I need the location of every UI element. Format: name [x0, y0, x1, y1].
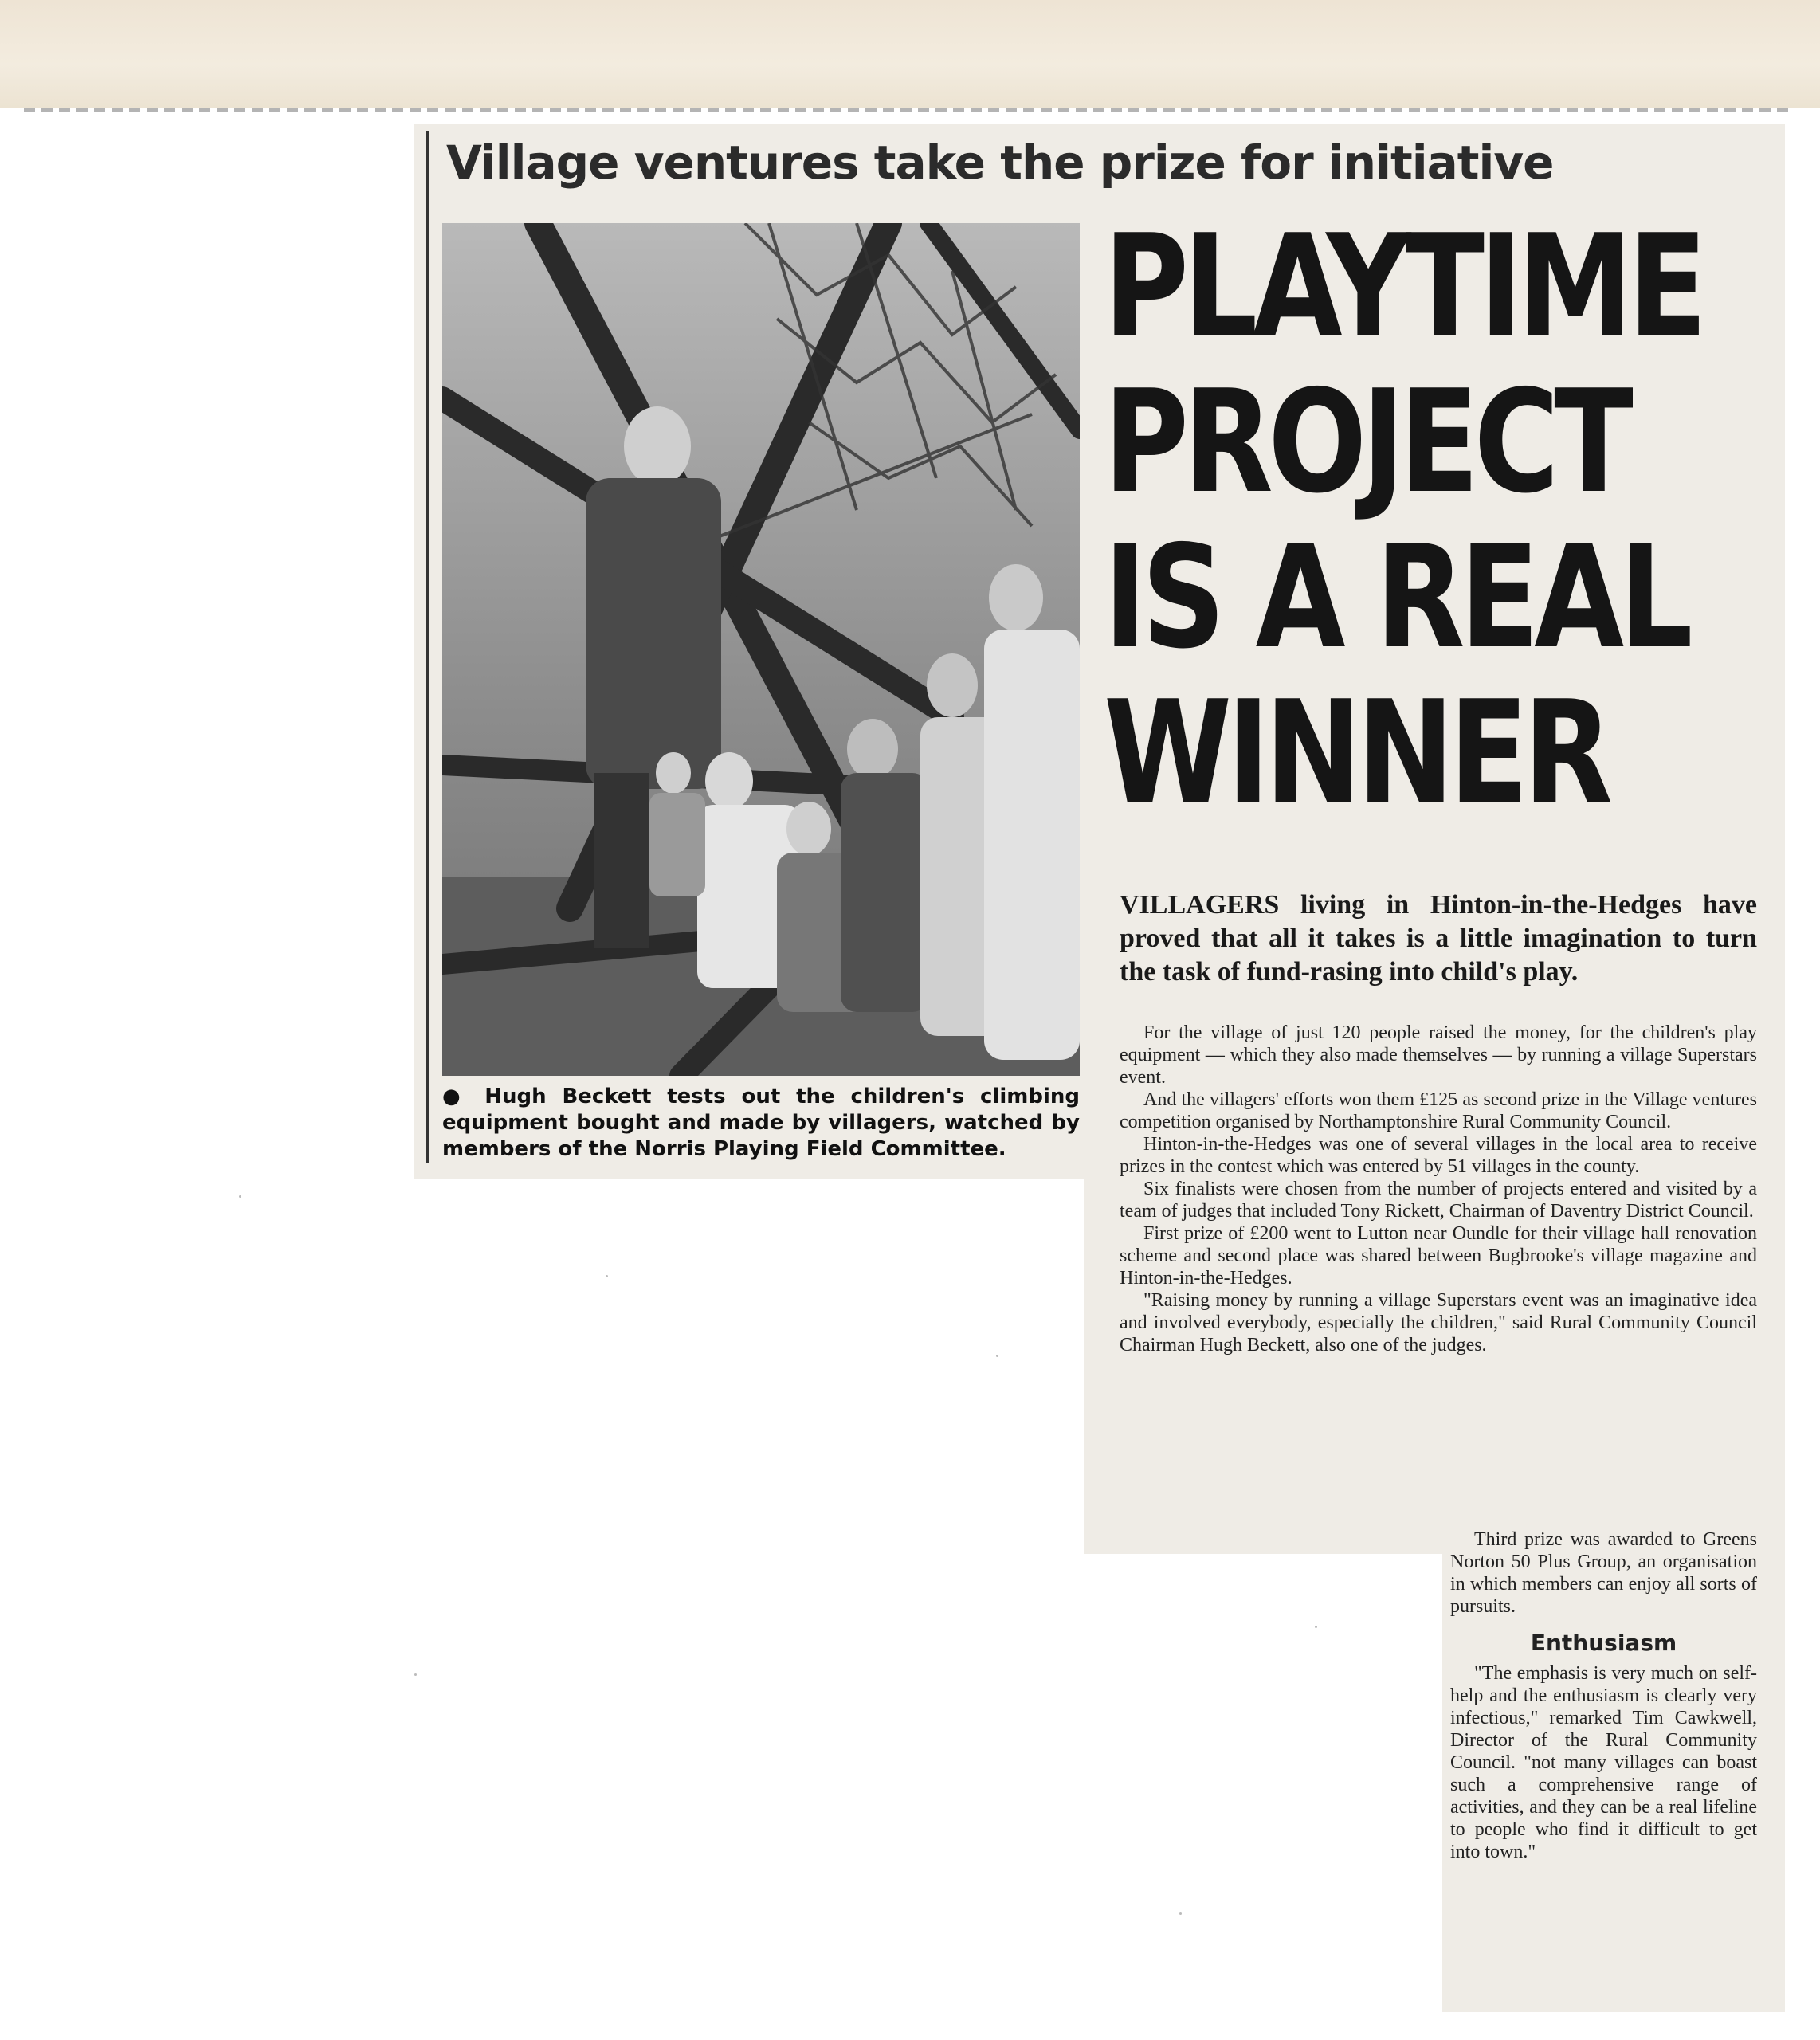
body-paragraph: And the villagers' efforts won them £125 as second prize in the Village ventures competition organised by Northamptonshire Rural Community Council.: [1120, 1089, 1757, 1132]
body-paragraph: "Raising money by running a village Superstars event was an imaginative idea and involved everybody, especially the children," said Rural Community Council Chairman Hugh Beckett, also one of the judges.: [1120, 1290, 1757, 1355]
deck-headline: Village ventures take the prize for initiative: [446, 135, 1554, 190]
lede-paragraph: VILLAGERS living in Hinton-in-the-Hedges have proved that all it takes is a little imagination to turn the task of fund-rasing into child's play.: [1120, 890, 1757, 987]
headline-line-4: WINNER: [1104, 670, 1608, 835]
body-paragraph: Hinton-in-the-Hedges was one of several villages in the local area to receive prizes in the contest which was entered by 51 villages in the county.: [1120, 1134, 1757, 1177]
adhesive-tape-strip: [0, 0, 1820, 108]
narrow-paragraph: "The emphasis is very much on self-help and the enthusiasm is clearly very infectious," remarked Tim Cawkwell, Director of the Rural Community Council. "not many villages can boast such a comprehensive range of activities, and they can be a real lifeline to people who find it difficult to get into town.": [1450, 1663, 1757, 1862]
body-paragraph: First prize of £200 went to Lutton near Oundle for their village hall renovation scheme and second place was shared between Bugbrooke's village magazine and Hinton-in-the-Hedges.: [1120, 1223, 1757, 1289]
headline-line-1: PLAYTIME: [1104, 204, 1703, 369]
paper-speck: [1315, 1626, 1317, 1628]
headline-line-3: IS A REAL: [1104, 515, 1689, 680]
paper-speck: [606, 1275, 608, 1277]
paper-speck: [239, 1195, 241, 1198]
paper-speck: [414, 1673, 417, 1676]
headline-line-2: PROJECT: [1104, 359, 1629, 524]
paper-speck: [996, 1355, 998, 1357]
narrow-column: [1450, 1528, 1757, 1863]
body-paragraph: Six finalists were chosen from the number of projects entered and visited by a team of judges that included Tony Rickett, Chairman of Daventry District Council.: [1120, 1179, 1757, 1222]
news-photo: [442, 223, 1080, 1076]
narrow-paragraph: Third prize was awarded to Greens Norton 50 Plus Group, an organisation in which members can enjoy all sorts of pursuits.: [1450, 1529, 1757, 1617]
column-rule: [426, 131, 429, 1163]
subheading: Enthusiasm: [1530, 1630, 1677, 1656]
body-paragraph: For the village of just 120 people raised the money, for the children's play equipment — which they also made themselves — by running a village Superstars event.: [1120, 1022, 1757, 1088]
photo-caption: ● Hugh Beckett tests out the children's climbing equipment bought and made by villagers, watched by members of the Norris Playing Field Committee.: [442, 1085, 1080, 1161]
paper-speck: [1179, 1912, 1182, 1915]
tape-edge: [24, 108, 1793, 112]
body-column: [1120, 1022, 1757, 1356]
main-headline: [1104, 204, 1703, 835]
